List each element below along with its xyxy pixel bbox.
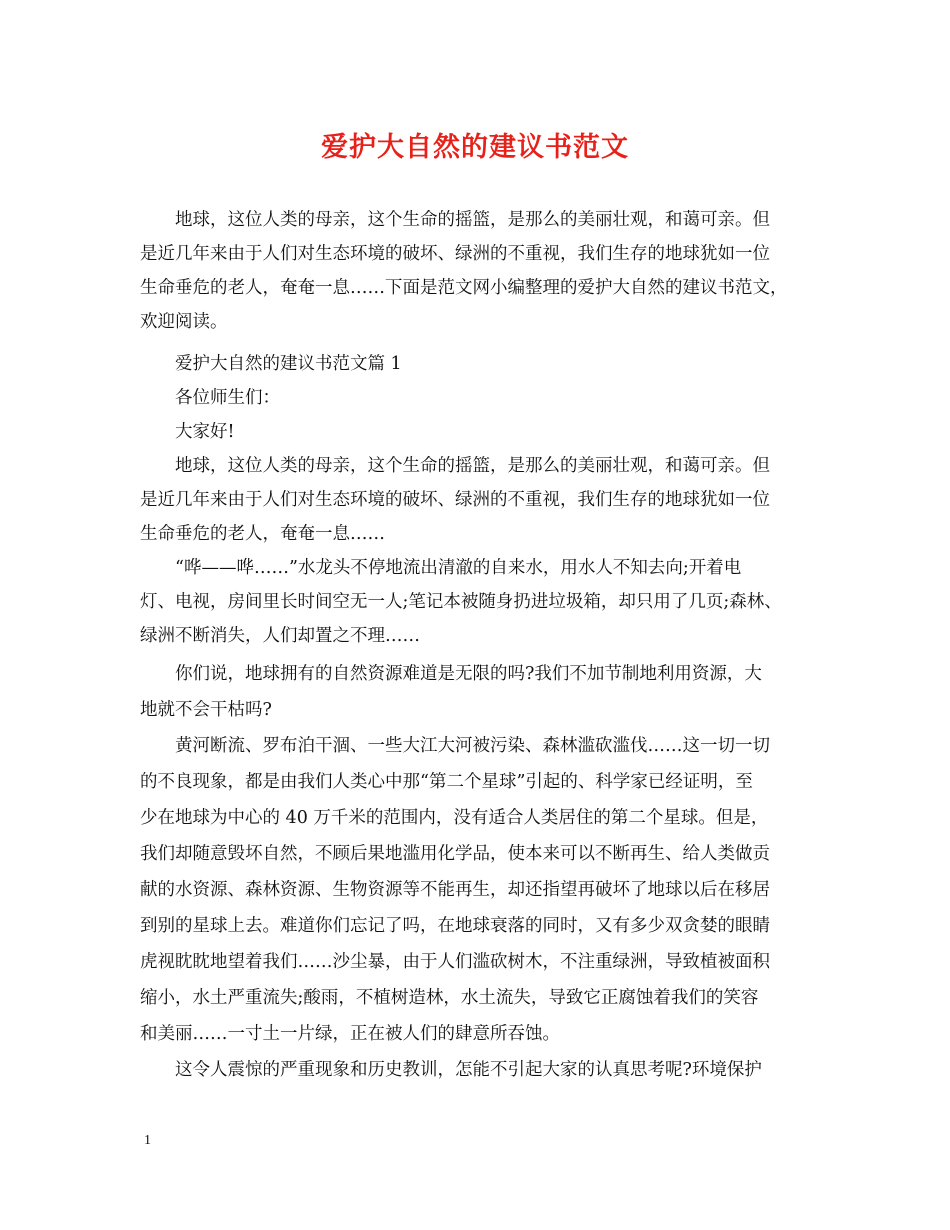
text-line: 到别的星球上去。难道你们忘记了吗，在地球衰落的同时，又有多少双贪婪的眼睛 bbox=[140, 916, 770, 936]
text-line: 缩小，水土严重流失;酸雨，不植树造林，水土流失，导致它正腐蚀着我们的笑容 bbox=[140, 988, 759, 1008]
text-line: 地球，这位人类的母亲，这个生命的摇篮，是那么的美丽壮观，和蔼可亲。但 bbox=[140, 456, 770, 476]
text-line: 虎视眈眈地望着我们……沙尘暴，由于人们滥砍树木，不注重绿洲，导致植被面积 bbox=[140, 952, 770, 972]
text-line: 我们却随意毁坏自然，不顾后果地滥用化学品，使本来可以不断再生、给人类做贡 bbox=[140, 844, 770, 864]
text-line: 和美丽……一寸土一片绿，正在被人们的肆意所吞蚀。 bbox=[140, 1024, 560, 1044]
text-line: 灯、电视，房间里长时间空无一人;笔记本被随身扔进垃圾箱，却只用了几页;森林、 bbox=[140, 592, 782, 612]
text-line: 生命垂危的老人，奄奄一息…… bbox=[140, 524, 385, 544]
document-title: 爱护大自然的建议书范文 bbox=[321, 132, 629, 163]
text-line: 各位师生们： bbox=[140, 388, 280, 408]
text-line: 你们说，地球拥有的自然资源难道是无限的吗?我们不加节制地利用资源，大 bbox=[140, 664, 762, 684]
text-line: 是近几年来由于人们对生态环境的破坏、绿洲的不重视，我们生存的地球犹如一位 bbox=[140, 244, 770, 264]
text-line: 这令人震惊的严重现象和历史教训，怎能不引起大家的认真思考呢?环境保护 bbox=[140, 1060, 762, 1080]
text-line: 黄河断流、罗布泊干涸、一些大江大河被污染、森林滥砍滥伐……这一切一切 bbox=[140, 736, 770, 756]
text-line: 的不良现象，都是由我们人类心中那“第二个星球”引起的、科学家已经证明，至 bbox=[140, 772, 753, 792]
page-number: 1 bbox=[144, 1133, 151, 1148]
text-line: 爱护大自然的建议书范文篇 1 bbox=[140, 354, 402, 374]
text-line: 少在地球为中心的 40 万千米的范围内，没有适合人类居住的第二个星球。但是， bbox=[140, 808, 769, 828]
text-line: 是近几年来由于人们对生态环境的破坏、绿洲的不重视，我们生存的地球犹如一位 bbox=[140, 490, 770, 510]
text-line: 大家好! bbox=[140, 422, 235, 442]
text-line: 地就不会干枯吗? bbox=[140, 700, 272, 720]
text-line: 献的水资源、森林资源、生物资源等不能再生，却还指望再破坏了地球以后在移居 bbox=[140, 880, 770, 900]
text-line: 欢迎阅读。 bbox=[140, 312, 228, 332]
text-line: 地球，这位人类的母亲，这个生命的摇篮，是那么的美丽壮观，和蔼可亲。但 bbox=[140, 210, 770, 230]
text-line: “哗——哗……”水龙头不停地流出清澈的自来水，用水人不知去向;开着电 bbox=[140, 558, 742, 578]
text-line: 生命垂危的老人，奄奄一息……下面是范文网小编整理的爱护大自然的建议书范文， bbox=[140, 278, 788, 298]
text-line: 绿洲不断消失，人们却置之不理…… bbox=[140, 626, 420, 646]
